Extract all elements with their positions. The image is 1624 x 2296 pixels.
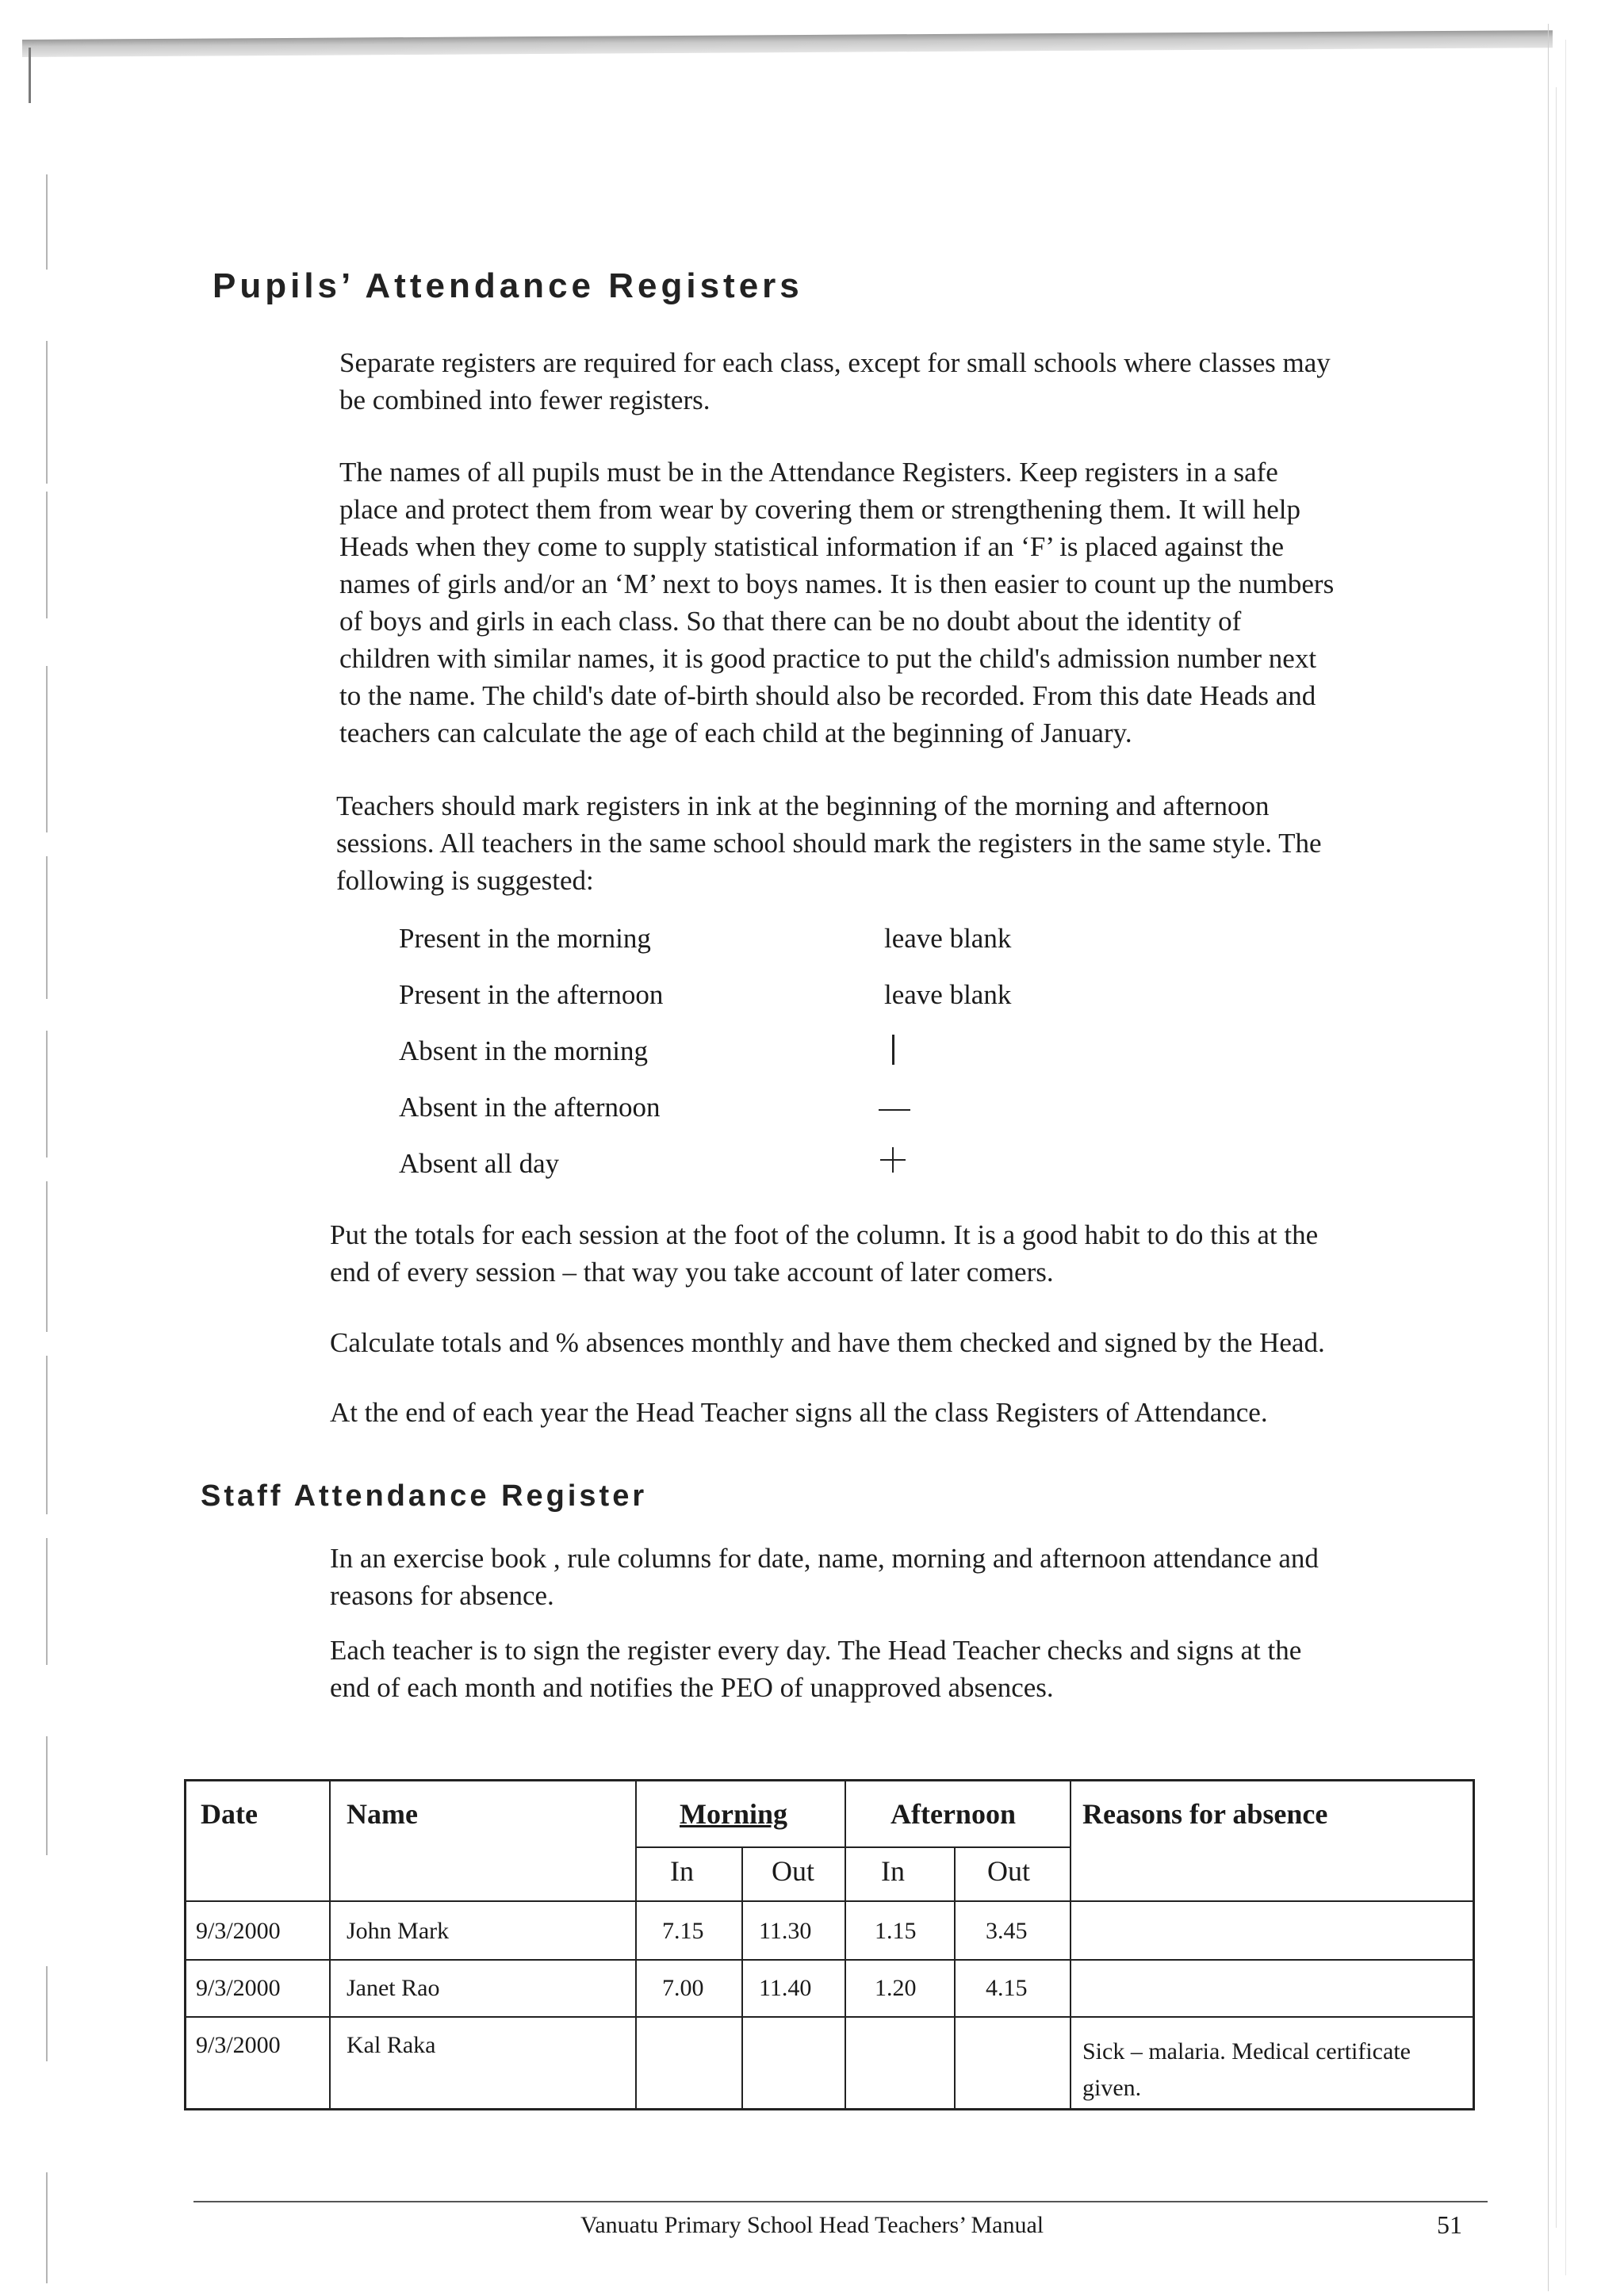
marking-label: Absent all day	[399, 1148, 560, 1179]
vertical-stroke-mark	[892, 1035, 894, 1065]
header-afternoon-in: In	[881, 1855, 905, 1887]
cell-date: 9/3/2000	[196, 1975, 281, 2001]
paragraph-totals: Put the totals for each session at the foot of the column. It is a good habit to do this at the end of every session – that way you take account of later comers.	[330, 1219, 1319, 1288]
cell-afternoon-out: 4.15	[986, 1975, 1028, 2001]
cell-reason: Sick – malaria. Medical certificate given.	[1082, 2038, 1411, 2101]
marking-label: Present in the morning	[399, 923, 651, 954]
paragraph-marking: Teachers should mark registers in ink at the beginning of the morning and afternoon sessions. All teachers in the same school should mark the registers in the same style. The following is suggested:	[336, 790, 1322, 896]
header-reasons: Reasons for absence	[1082, 1798, 1328, 1830]
cell-morning-out: 11.40	[759, 1975, 812, 2001]
header-date: Date	[201, 1798, 258, 1830]
paragraph-exercise-book: In an exercise book , rule columns for date, name, morning and afternoon attendance and reasons for absence.	[330, 1543, 1319, 1611]
header-morning: Morning	[680, 1798, 788, 1830]
cell-morning-in: 7.15	[662, 1918, 704, 1944]
horizontal-dash-mark	[879, 1109, 910, 1111]
paragraph-sign-register: Each teacher is to sign the register every day. The Head Teacher checks and signs at the end of each month and notifies the PEO of unapproved absences.	[330, 1635, 1302, 1703]
marking-value: leave blank	[884, 923, 1012, 954]
marking-label: Present in the afternoon	[399, 979, 664, 1010]
paragraph-pupil-names: The names of all pupils must be in the Attendance Registers. Keep registers in a safe place and protect them from wear by covering them or strengthening them. It will help Heads when they come to supply statistical information if an ‘F’ is placed against the names of girls and/or an ‘M’ next to boys names. It is then easier to count up the numbers of boys and girls in each class. So that there can be no doubt about the identity of children with similar names, it is good practice to put the child's admission number next to the name. The child's date of-birth should also be recorded. From this date Heads and teachers can calculate the age of each child at the beginning of January.	[339, 457, 1335, 748]
staff-attendance-table	[184, 1779, 1475, 2110]
cell-date: 9/3/2000	[196, 1918, 281, 1944]
cell-afternoon-out: 3.45	[986, 1918, 1028, 1944]
marking-value: leave blank	[884, 979, 1012, 1010]
cell-name: Kal Raka	[347, 2032, 436, 2058]
cell-date: 9/3/2000	[196, 2032, 281, 2058]
paragraph-registers-required: Separate registers are required for each class, except for small schools where classes may be combined into fewer registers.	[339, 347, 1331, 415]
section-heading-staff: Staff Attendance Register	[201, 1479, 648, 1513]
page-number: 51	[1437, 2210, 1462, 2239]
scan-mark	[29, 48, 31, 103]
paragraph-monthly-totals: Calculate totals and % absences monthly and have them checked and signed by the Head.	[330, 1327, 1325, 1358]
footer-title: Vanuatu Primary School Head Teachers’ Manual	[580, 2212, 1044, 2238]
scan-right-edge	[1545, 24, 1576, 2291]
header-morning-in: In	[670, 1855, 694, 1887]
cell-name: John Mark	[347, 1918, 450, 1944]
header-name: Name	[347, 1798, 418, 1830]
header-afternoon: Afternoon	[891, 1798, 1016, 1830]
scan-left-edge	[46, 143, 48, 2283]
plus-mark-vertical	[892, 1147, 894, 1173]
marking-label: Absent in the afternoon	[399, 1092, 661, 1123]
section-heading-pupils: Pupils’ Attendance Registers	[213, 266, 803, 305]
cell-morning-in: 7.00	[662, 1975, 704, 2001]
cell-name: Janet Rao	[347, 1975, 440, 2001]
scan-edge-shadow	[22, 30, 1553, 57]
cell-afternoon-in: 1.20	[875, 1975, 917, 2001]
header-morning-out: Out	[772, 1855, 814, 1887]
marking-label: Absent in the morning	[399, 1035, 648, 1066]
paragraph-year-end: At the end of each year the Head Teacher signs all the class Registers of Attendance.	[330, 1397, 1268, 1428]
cell-morning-out: 11.30	[759, 1918, 812, 1944]
header-afternoon-out: Out	[987, 1855, 1030, 1887]
footer-rule	[193, 2201, 1488, 2202]
cell-afternoon-in: 1.15	[875, 1918, 917, 1944]
